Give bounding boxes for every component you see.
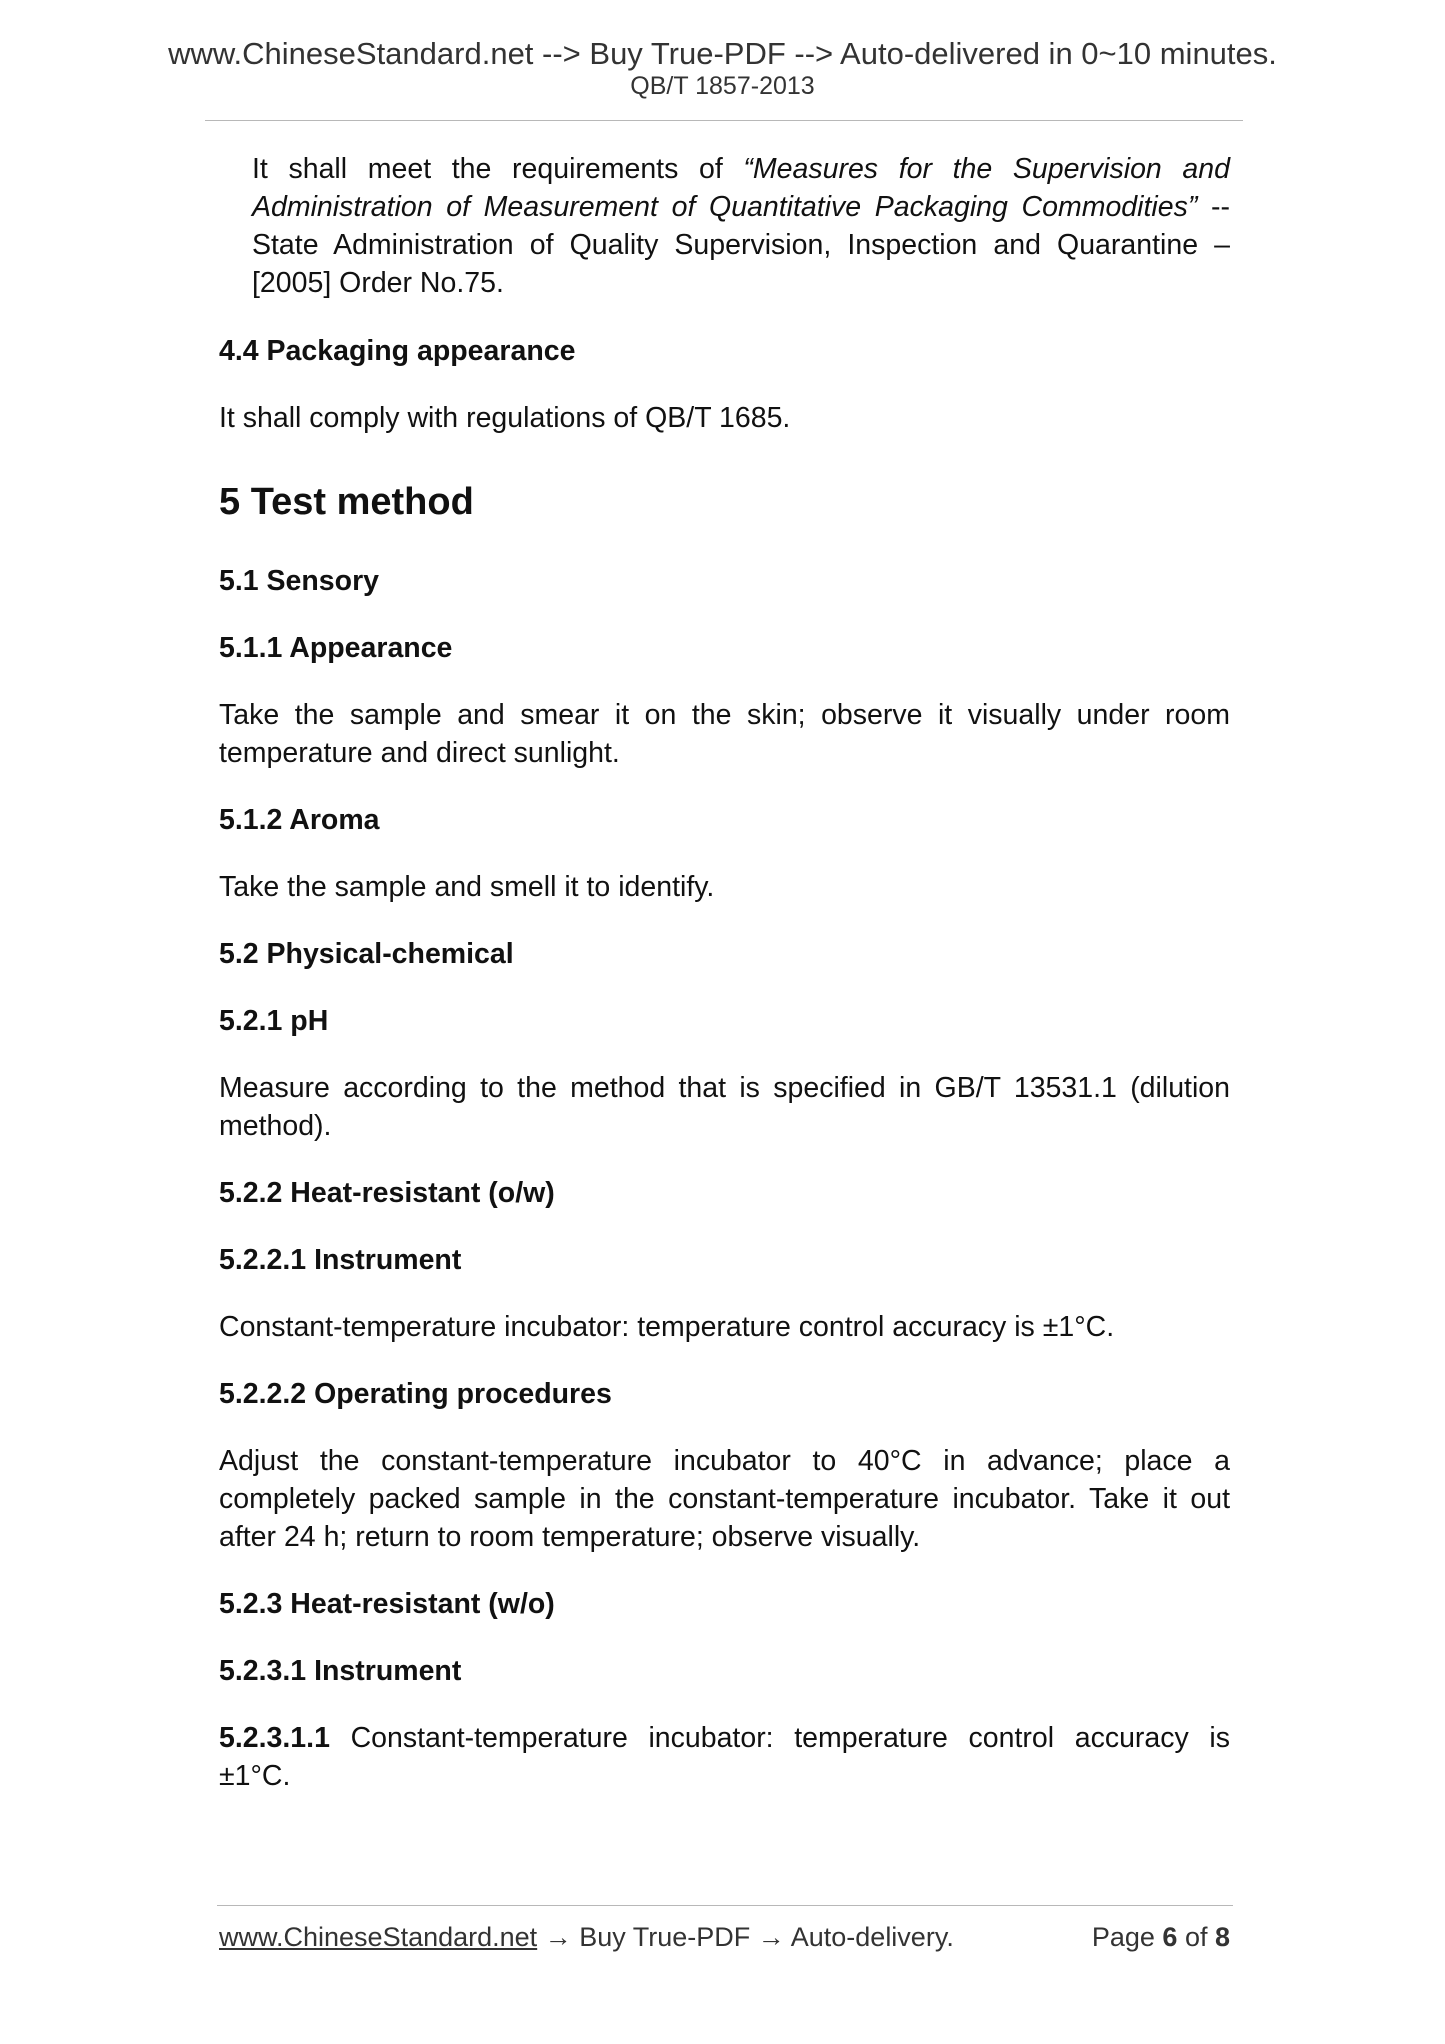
page-label: Page [1091, 1922, 1163, 1952]
intro-post: -- State Administration of Quality Supervision, Inspection and Quarantine – [2005] Order No.75. [252, 191, 1230, 299]
page-current: 6 [1162, 1922, 1178, 1952]
heading-5-1-2: 5.1.2 Aroma [219, 804, 380, 836]
text-5-2-1: Measure according to the method that is specified in GB/T 13531.1 (dilution method). [219, 1072, 1230, 1142]
heading-5-2-2: 5.2.2 Heat-resistant (o/w) [219, 1177, 555, 1209]
footer-left [219, 1922, 954, 1953]
document-body [219, 150, 1230, 1795]
heading-5-1-1: 5.1.1 Appearance [219, 632, 453, 664]
header-divider [205, 120, 1243, 121]
clause-number-5-2-3-1-1: 5.2.3.1.1 [219, 1722, 330, 1754]
text-5-1-2: Take the sample and smell it to identify. [219, 871, 715, 903]
text-4-4: It shall comply with regulations of QB/T 1685. [219, 402, 791, 434]
heading-5-2-2-1: 5.2.2.1 Instrument [219, 1244, 462, 1276]
intro-pre: It shall meet the requirements of [252, 153, 744, 185]
heading-5-2-3: 5.2.3 Heat-resistant (w/o) [219, 1588, 555, 1620]
footer-site-link[interactable]: www.ChineseStandard.net [219, 1922, 538, 1952]
clause-text-5-2-3-1-1: Constant-temperature incubator: temperature control accuracy is ±1°C. [219, 1722, 1230, 1792]
page-number [1092, 1922, 1230, 1953]
document-id: QB/T 1857-2013 [630, 72, 815, 100]
page-total: 8 [1214, 1922, 1230, 1952]
heading-5-2-3-1: 5.2.3.1 Instrument [219, 1655, 462, 1687]
heading-5-2-1: 5.2.1 pH [219, 1005, 329, 1037]
heading-5-2: 5.2 Physical-chemical [219, 938, 514, 970]
text-5-2-2-2: Adjust the constant-temperature incubator to 40°C in advance; place a completely packed sample in the constant-temperature incubator. Take it out after 24 h; return to room temperature; observe visually. [219, 1445, 1230, 1553]
page-of: of [1177, 1922, 1215, 1952]
footer-divider [217, 1905, 1233, 1906]
page-footer [219, 1922, 1230, 1958]
heading-5: 5 Test method [219, 481, 474, 523]
heading-5-2-2-2: 5.2.2.2 Operating procedures [219, 1378, 612, 1410]
text-5-2-2-1: Constant-temperature incubator: temperature control accuracy is ±1°C. [219, 1311, 1115, 1343]
intro-title: “Measures for the Supervision and Administration of Measurement of Quantitative Packaging Commodities” [252, 153, 1230, 223]
heading-5-1: 5.1 Sensory [219, 565, 380, 597]
intro-paragraph [252, 150, 1230, 302]
heading-4-4: 4.4 Packaging appearance [219, 335, 576, 367]
text-5-1-1: Take the sample and smear it on the skin; observe it visually under room temperature and direct sunlight. [219, 699, 1230, 769]
text-5-2-3-1-1 [219, 1719, 1230, 1795]
footer-tagline: → Buy True-PDF → Auto-delivery. [537, 1922, 954, 1952]
header-banner: www.ChineseStandard.net --> Buy True-PDF --> Auto-delivered in 0~10 minutes. [168, 36, 1277, 71]
